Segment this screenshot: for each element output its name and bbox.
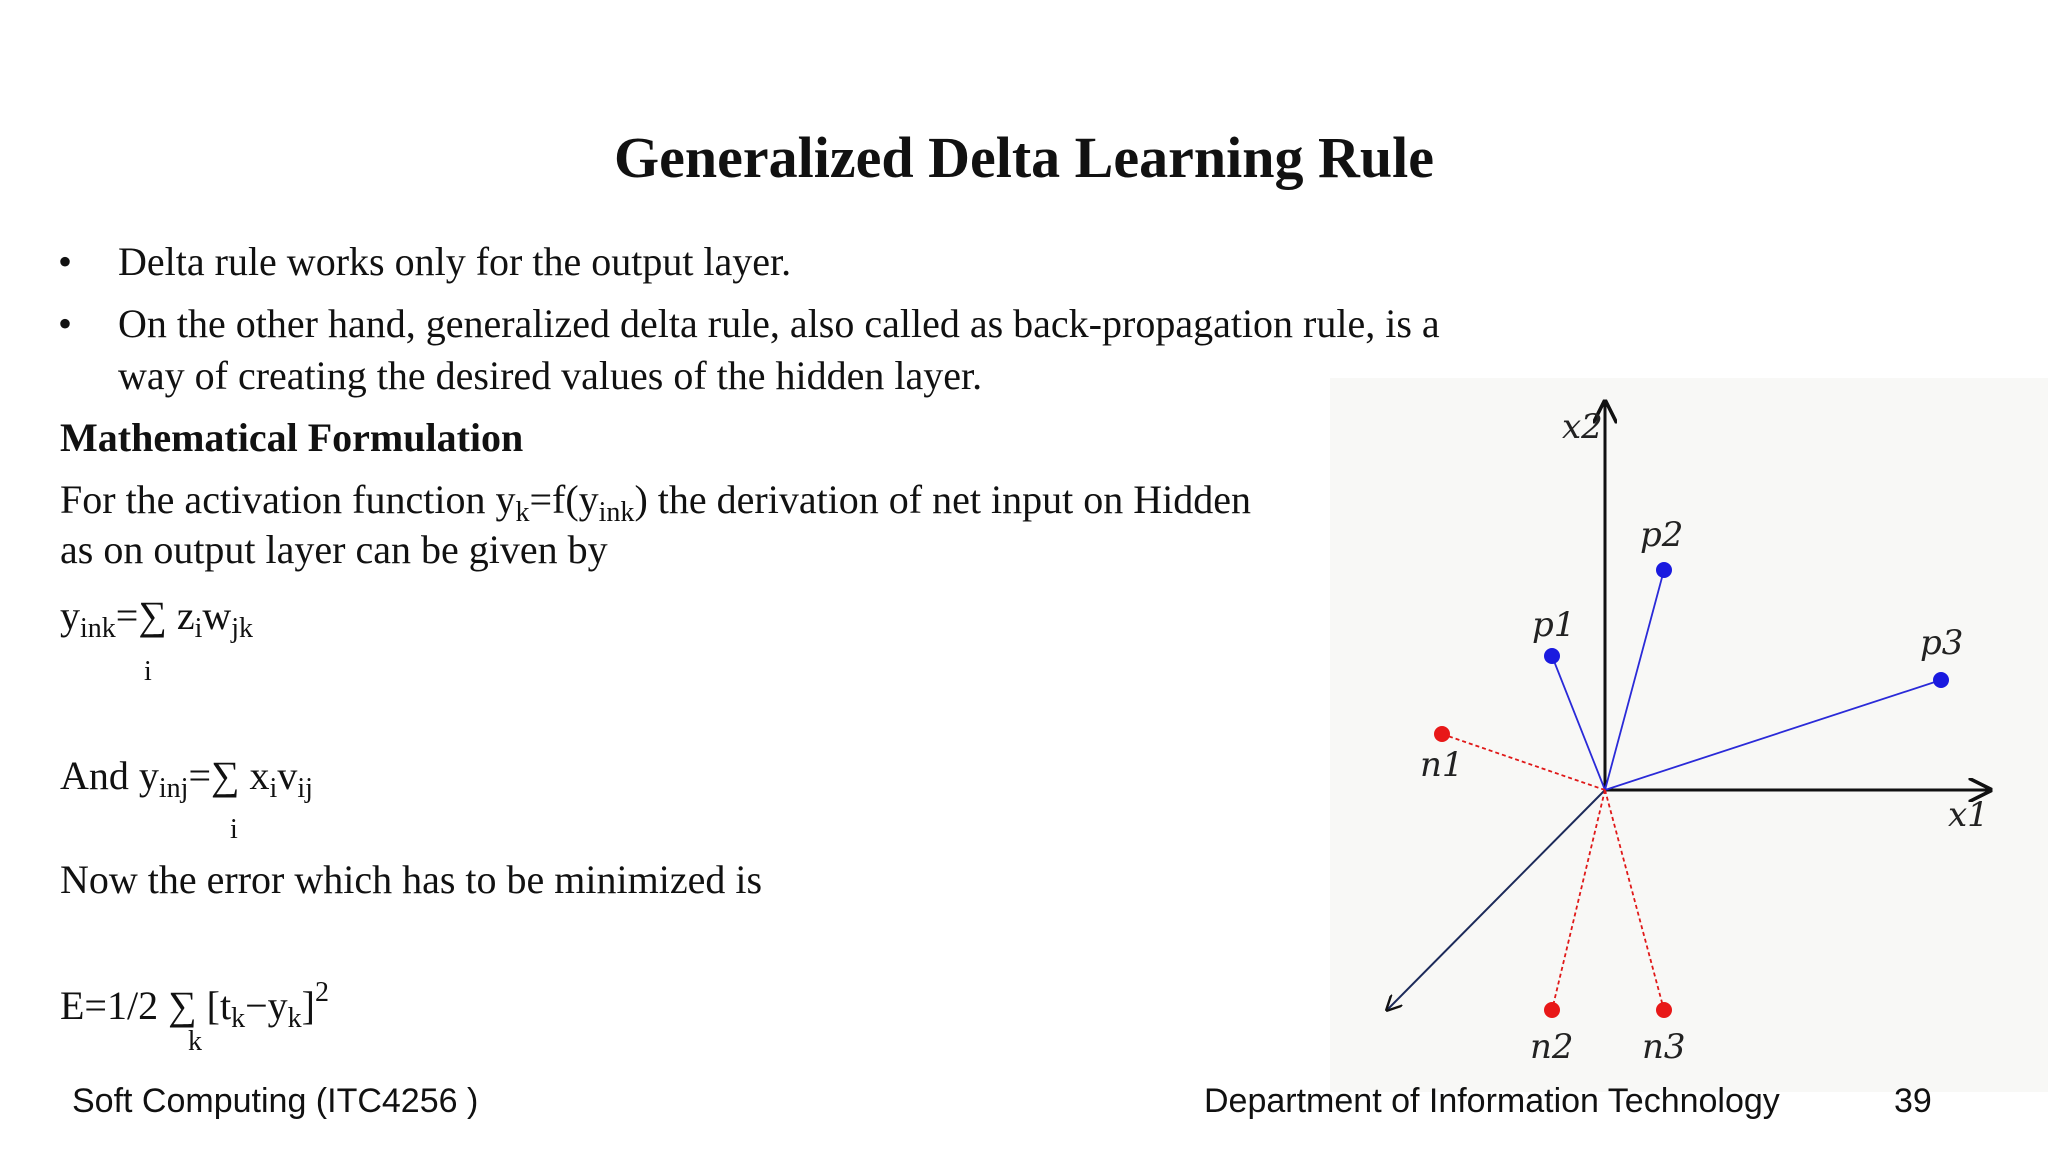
eq1-lhs: y <box>60 593 80 638</box>
point-n2 <box>1544 1002 1560 1018</box>
diagonal-axis <box>1387 790 1605 1010</box>
footer-page-number: 39 <box>1894 1082 1932 1120</box>
activation-paragraph-line2: as on output layer can be given by <box>60 527 608 572</box>
bullet-text: way of creating the desired values of the hidden layer. <box>118 353 983 398</box>
eq1-w: w <box>202 593 232 638</box>
eq2-sum-index: i <box>230 814 238 845</box>
point-n3 <box>1656 1002 1672 1018</box>
eq1-lhs-sub: ink <box>80 613 116 644</box>
eq2-x-sub: i <box>269 773 278 804</box>
vector-n2 <box>1552 790 1605 1010</box>
equation-y-ink <box>60 590 253 642</box>
para-sub-ink: ink <box>598 497 635 528</box>
activation-paragraph <box>60 474 1251 526</box>
eq3-pre: E=1/2 ∑ [t <box>60 983 232 1028</box>
vector-p1 <box>1552 656 1605 790</box>
label-p3: p3 <box>1920 623 1964 663</box>
eq3-minus: −y <box>245 983 288 1028</box>
vector-diagram-svg <box>1330 378 2048 1092</box>
eq1-w-sub: jk <box>231 613 254 644</box>
eq2-v-sub: ij <box>297 773 313 804</box>
axis-label-x1: x1 <box>1948 795 1989 835</box>
label-n1: n1 <box>1420 745 1464 785</box>
vector-diagram <box>1330 378 2048 1092</box>
vector-n3 <box>1605 790 1664 1010</box>
label-n2: n2 <box>1530 1027 1574 1067</box>
point-n1 <box>1434 726 1450 742</box>
footer-department: Department of Information Technology <box>1204 1082 1780 1120</box>
error-text: Now the error which has to be minimized is <box>60 857 763 902</box>
bullet-marker: • <box>58 301 73 346</box>
eq1-z-sub: i <box>194 613 203 644</box>
eq3-y-sub: k <box>287 1003 302 1034</box>
eq2-v: v <box>277 753 298 798</box>
equation-y-inj <box>60 750 313 802</box>
para-sub-k: k <box>515 497 530 528</box>
vector-p2 <box>1605 570 1664 790</box>
eq2-sum: =∑ x <box>188 753 270 798</box>
para-post: ) the derivation of net input on Hidden <box>634 477 1251 522</box>
bullet-marker: • <box>58 239 73 284</box>
point-p2 <box>1656 562 1672 578</box>
equation-error <box>60 977 329 1034</box>
label-p1: p1 <box>1532 605 1576 645</box>
eq3-sup: 2 <box>314 977 329 1008</box>
slide-title: Generalized Delta Learning Rule <box>614 125 1434 190</box>
eq3-t-sub: k <box>231 1003 246 1034</box>
vector-p3 <box>1605 680 1941 790</box>
bullet-text: Delta rule works only for the output layer. <box>118 239 792 284</box>
footer-course: Soft Computing (ITC4256 ) <box>72 1082 479 1120</box>
eq2-lhs-sub: inj <box>158 773 189 804</box>
para-pre: For the activation function y <box>60 477 516 522</box>
point-p3 <box>1933 672 1949 688</box>
vector-n1 <box>1442 734 1605 790</box>
eq1-sum: =∑ z <box>115 593 195 638</box>
eq1-sum-index: i <box>144 656 152 687</box>
label-p2: p2 <box>1640 515 1684 555</box>
section-heading: Mathematical Formulation <box>60 415 524 460</box>
eq3-sum-index: k <box>188 1026 202 1057</box>
label-n3: n3 <box>1642 1027 1686 1067</box>
eq2-pre: And y <box>60 753 159 798</box>
eq3-close: ] <box>301 983 315 1028</box>
para-mid: =f(y <box>529 477 599 522</box>
bullet-text: On the other hand, generalized delta rule, also called as back-propagation rule, is a <box>118 301 1440 346</box>
axis-label-x2: x2 <box>1562 407 1603 447</box>
point-p1 <box>1544 648 1560 664</box>
